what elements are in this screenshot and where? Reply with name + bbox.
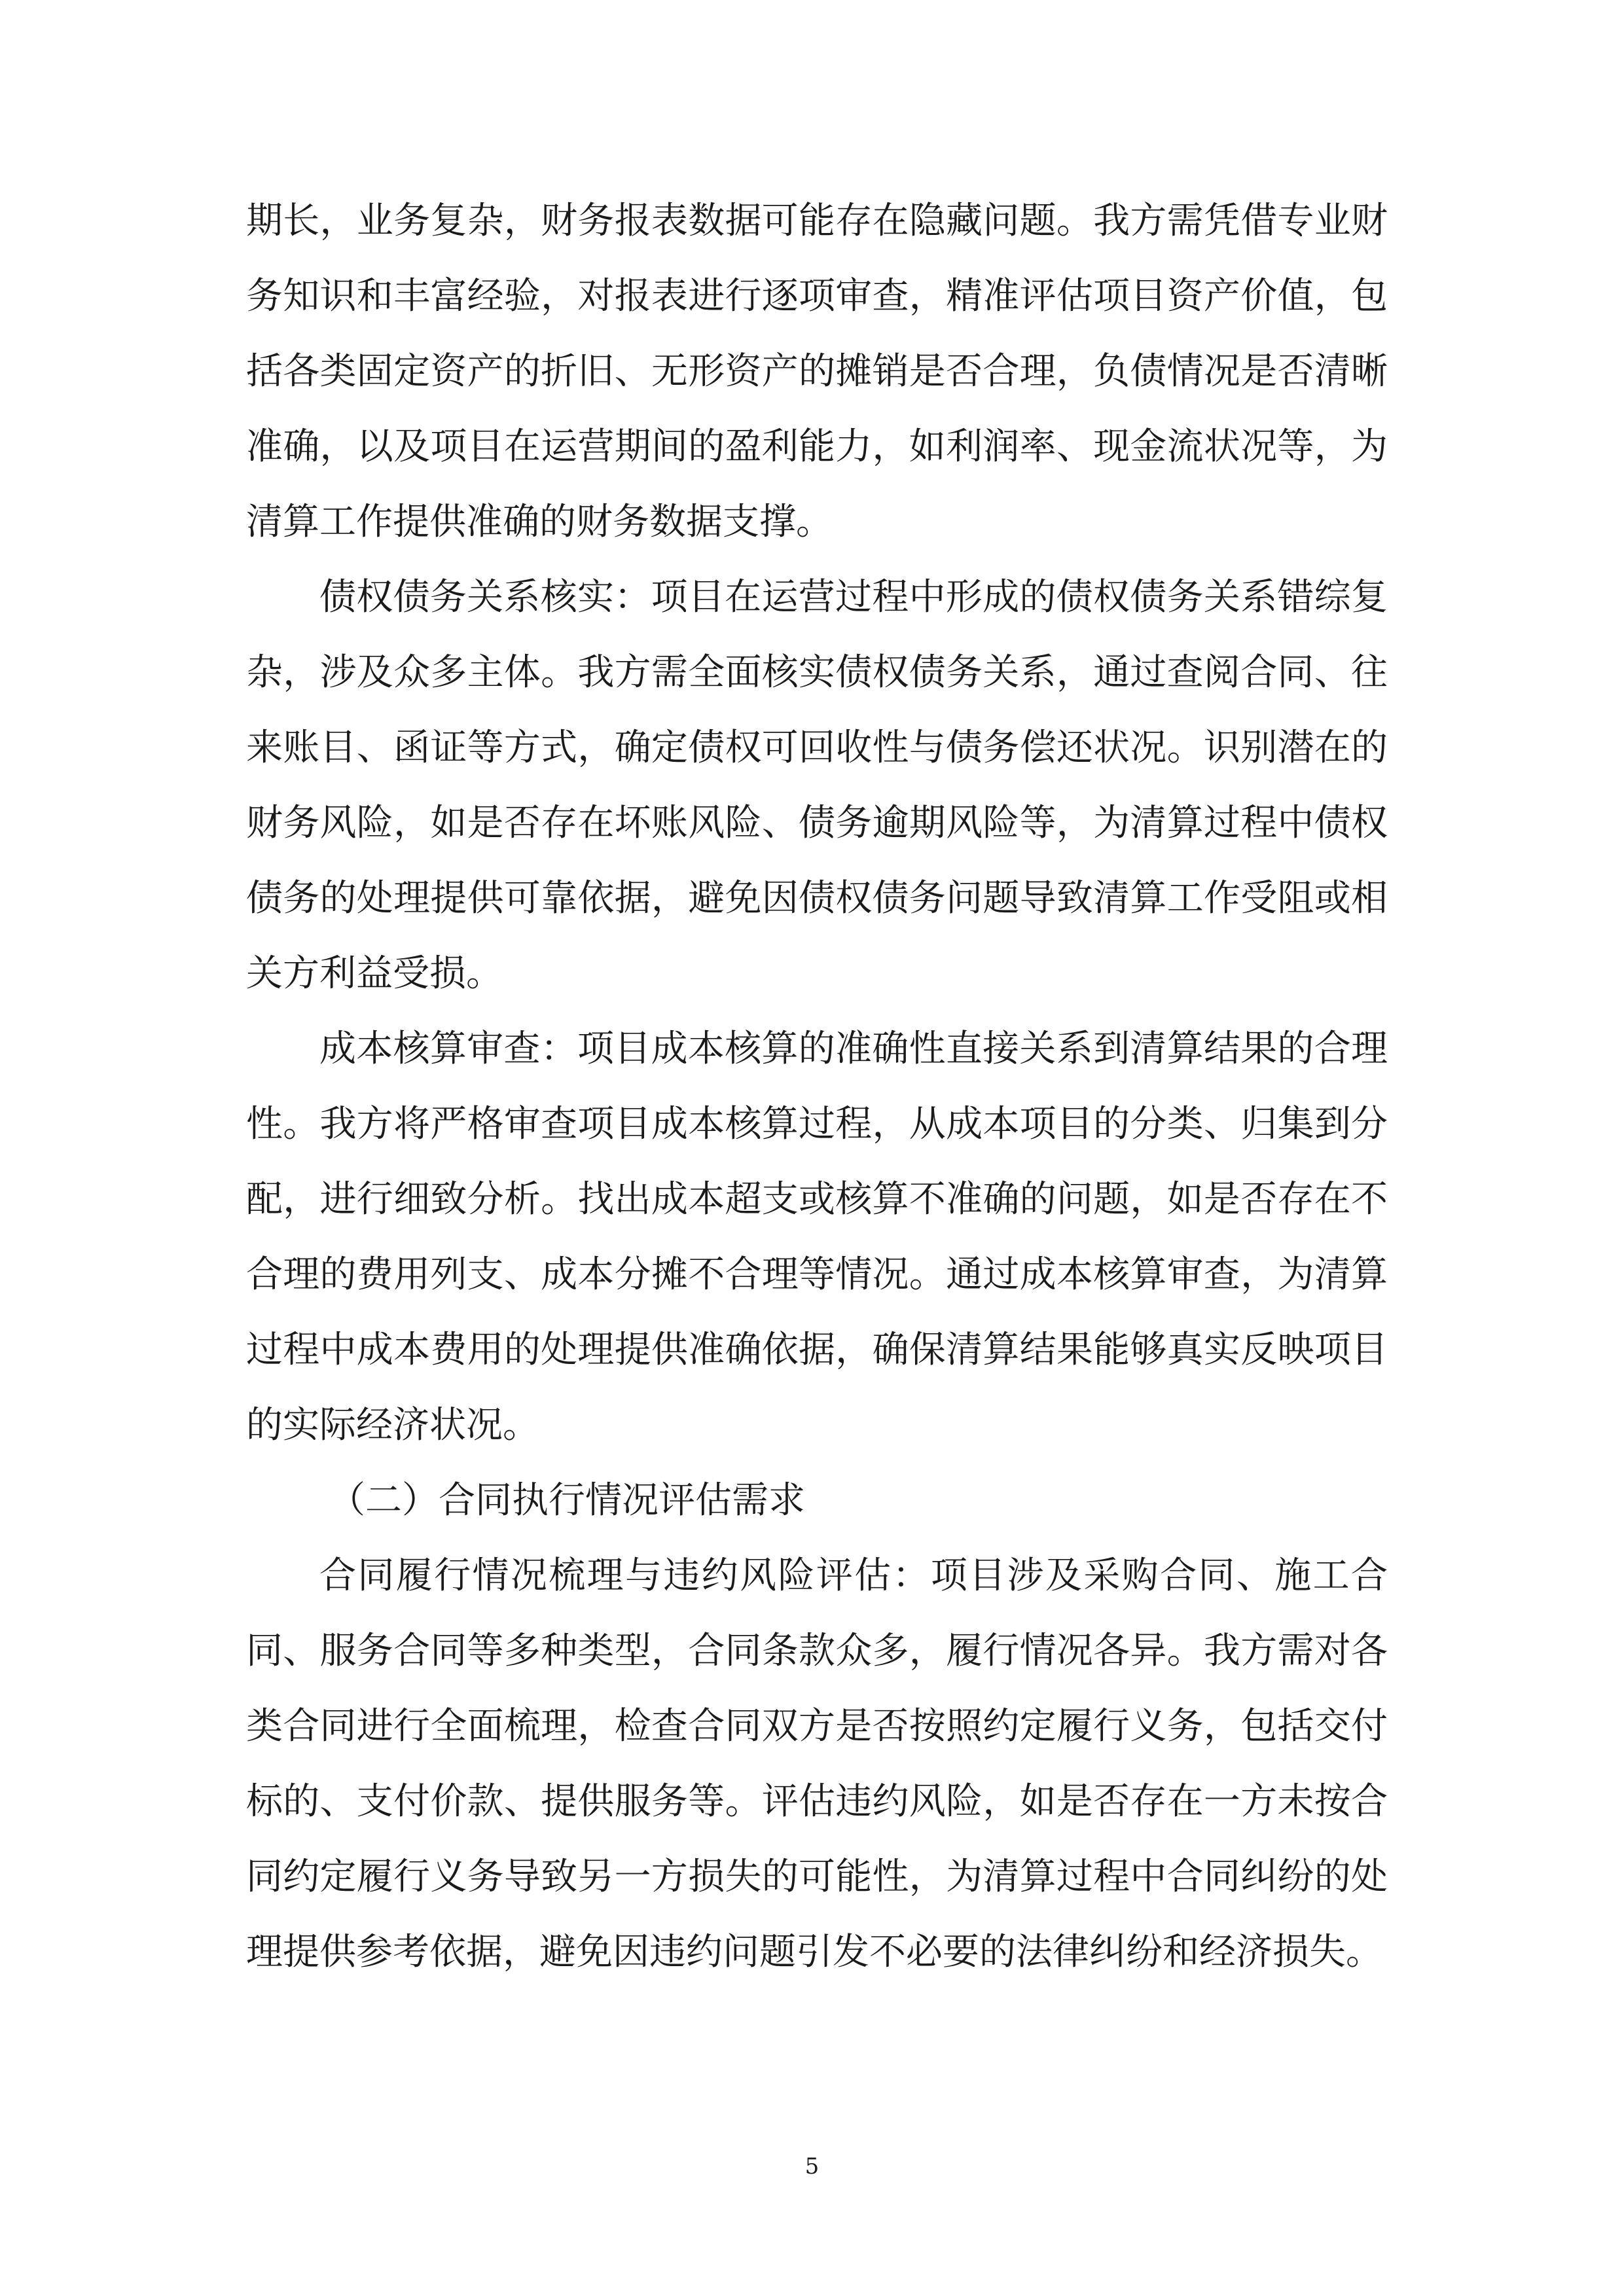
- paragraph-contract-performance: 合同履行情况梳理与违约风险评估：项目涉及采购合同、施工合同、服务合同等多种类型，合同条款众多，履行情况各异。我方需对各类合同进行全面梳理，检查合同双方是否按照约定履行义务，包括交付标的、支付价款、提供服务等。评估违约风险，如是否存在一方未按合同约定履行义务导致另一方损失的可能性，为清算过程中合同纠纷的处理提供参考依据，避免因违约问题引发不必要的法律纠纷和经济损失。: [246, 1554, 1388, 1973]
- paragraph-cost-accounting: 成本核算审查：项目成本核算的准确性直接关系到清算结果的合理性。我方将严格审查项目成本核算过程，从成本项目的分类、归集到分配，进行细致分析。找出成本超支或核算不准确的问题，如是否存在不合理的费用列支、成本分摊不合理等情况。通过成本核算审查，为清算过程中成本费用的处理提供准确依据，确保清算结果能够真实反映项目的实际经济状况。: [246, 1028, 1388, 1446]
- section-heading: （二）合同执行情况评估需求: [329, 1479, 805, 1522]
- paragraph-debt-verification: 债权债务关系核实：项目在运营过程中形成的债权债务关系错综复杂，涉及众多主体。我方需全面核实债权债务关系，通过查阅合同、往来账目、函证等方式，确定债权可回收性与债务偿还状况。识别潜在的财务风险，如是否存在坏账风险、债务逾期风险等，为清算过程中债权债务的处理提供可靠依据，避免因债权债务问题导致清算工作受阻或相关方利益受损。: [246, 576, 1388, 995]
- page-number: 5: [804, 2153, 820, 2179]
- page-content: [246, 183, 1388, 1990]
- paragraph-financial-review: 期长，业务复杂，财务报表数据可能存在隐藏问题。我方需凭借专业财务知识和丰富经验，对报表进行逐项审查，精准评估项目资产价值，包括各类固定资产的折旧、无形资产的摊销是否合理，负债情况是否清晰准确，以及项目在运营期间的盈利能力，如利润率、现金流状况等，为清算工作提供准确的财务数据支撑。: [246, 200, 1388, 543]
